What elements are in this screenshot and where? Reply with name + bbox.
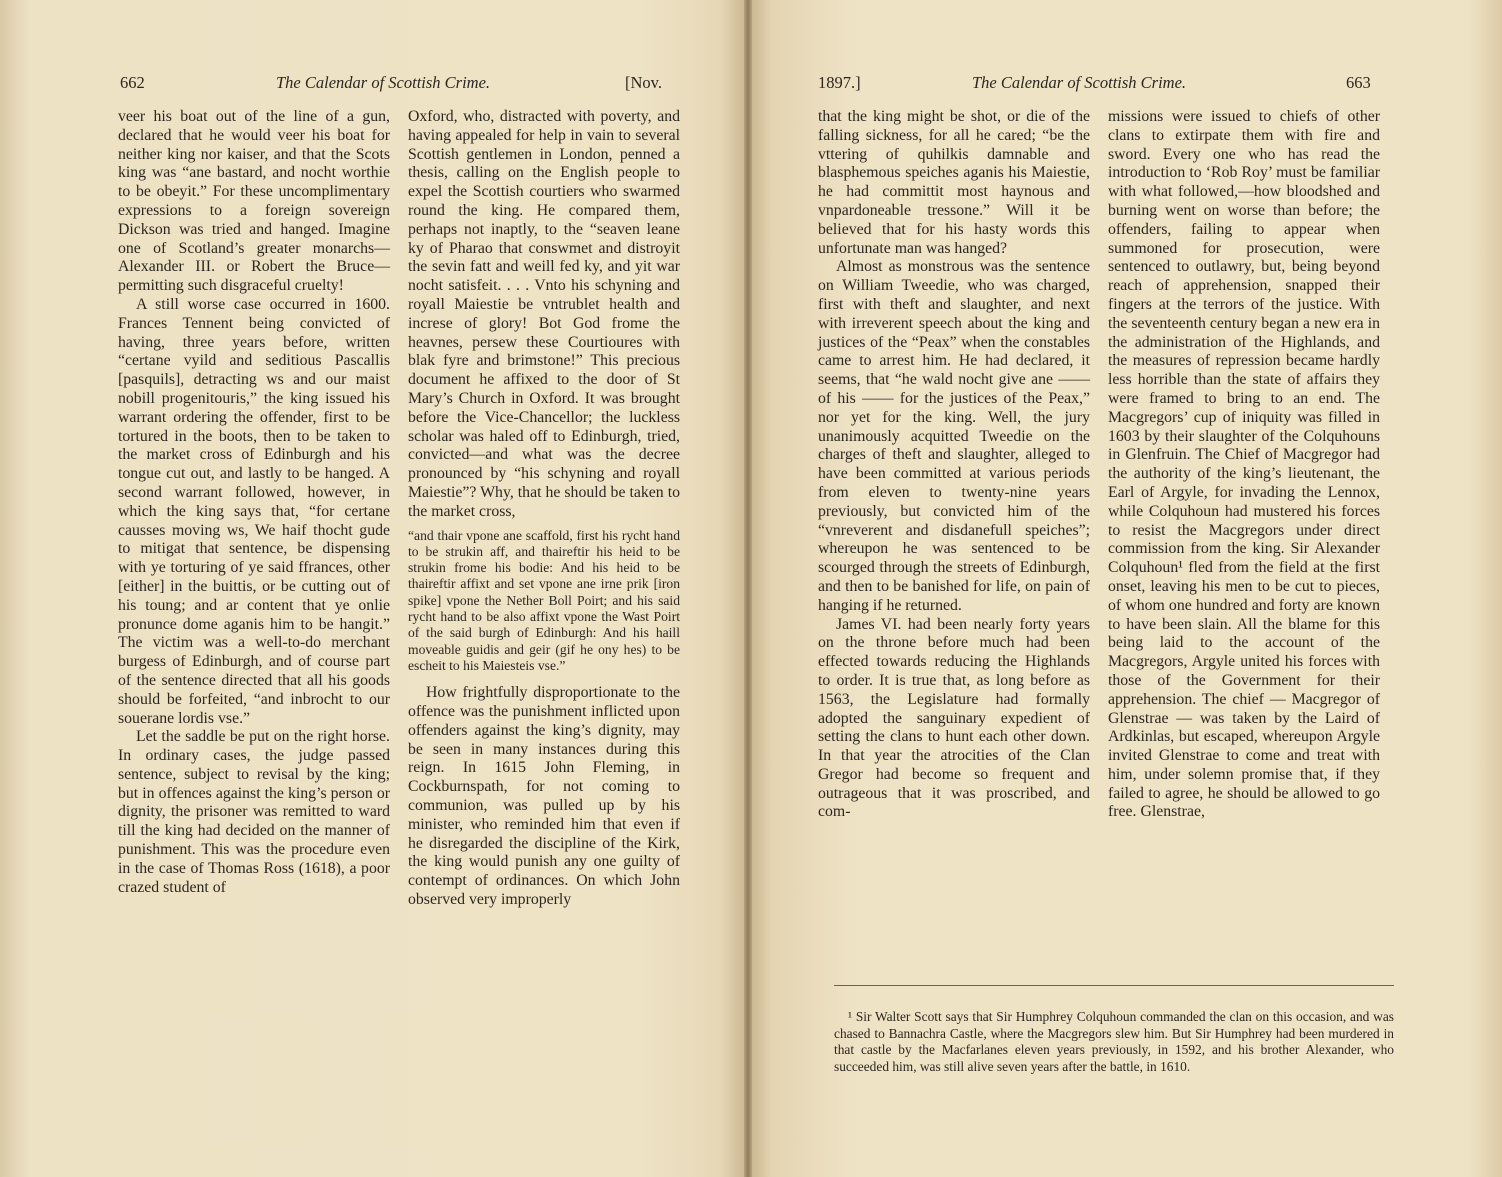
paragraph: Let the saddle be put on the right horse. In ordinary cases, the judge passed sentence, subject to revisal by the king; but in offences against the king’s person or dignity, the prisoner was remitted to ward till the king had decided on the manner of punishment. This was the procedure even in the case of Thomas Ross (1618), a poor crazed student of [118,728,390,896]
left-running-title: The Calendar of Scottish Crime. [276,73,491,92]
right-page-number: 663 [1346,73,1371,92]
paragraph: that the king might be shot, or die of the falling sickness, for all he cared; “be the vttering of quhilkis damnable and blasphemous speiches aganis his Maiestie, he had committit most haynous and vnpardoneable tressone.” Will it be believed that for his hasty words this unfortunate man was hanged? [818,108,1090,257]
right-running-title: The Calendar of Scottish Crime. [972,73,1187,92]
paragraph: veer his boat out of the line of a gun, declared that he would veer his boat for neither king nor kaiser, and that the Scots king was “ane bastard, and nocht worthie to be obeyit.” For these uncomplimentary expressions to a foreign sovereign Dickson was tried and hanged. Imagine one of Scotland’s greater monarchs—Alexander III. or Robert the Bruce—permitting such disgraceful cruelty! [118,108,390,295]
left-page-number: 662 [120,73,145,92]
footnote: ¹ Sir Walter Scott says that Sir Humphrey Colquhoun commanded the clan on this occasion, and was chased to Bannachra Castle, where the Macgregors slew him. But Sir Humphrey had been murdered in that castle by the Macfarlanes eleven years previously, in 1592, and his brother Alexander, who succeeded him, was still alive seven years after the battle, in 1610. [834,1009,1394,1074]
right-column-1 [818,108,1090,822]
paragraph: James VI. had been nearly forty years on the throne before much had been effected towards reducing the Highlands to order. It is true that, as long before as 1563, the Legislature had formally adopted the sanguinary expedient of setting the clans to hunt each other down. In that year the atrocities of the Clan Gregor had become so frequent and outrageous that it was proscribed, and com- [818,615,1090,821]
left-column-1 [118,108,390,897]
left-page [0,0,748,1177]
paragraph: How frightfully disproportionate to the offence was the punishment inflicted upon offenders against the king’s dignity, may be seen in many instances during this reign. In 1615 John Fleming, in Cockburnspath, for not coming to communion, was pulled up by his minister, who reminded him that even if he disregarded the discipline of the Kirk, the king would punish any one guilty of contempt of ordinances. On which John observed very improperly [408,684,680,908]
book-gutter [744,0,752,1177]
paragraph: A still worse case occurred in 1600. Frances Tennent being convicted of having, three years before, written “certane vyild and seditious Pascallis [pasquils], detracting ws and our maist nobill progenitouris,” the king issued his warrant ordering the offender, first to be tortured in the boots, then to be taken to the market cross of Edinburgh and his tongue cut out, and lastly to be hanged. A second warrant followed, however, in which the king says that, “for certane causses moving ws, We haif thocht gude to mitigat that sentence, be dispensing with ye torturing of ye said ffrances, other [either] in the buittis, or be cutting out of his toung; and ar content that ye onlie pronunce dome aganis him to be hangit.” The victim was a well-to-do merchant burgess of Edinburgh, and of course part of the sentence directed that all his goods should be forfeited, “and inbrocht to our souerane lordis vse.” [118,295,390,727]
paragraph: Oxford, who, distracted with poverty, and having appealed for help in vain to several Scottish gentlemen in London, penned a thesis, calling on the English people to expel the Scottish courtiers who swarmed round the king. He compared them, perhaps not inaptly, to the “seaven leane ky of Pharao that conswmet and distroyit the sevin fatt and weill fed ky, and yit war nocht satisfeit. . . . Vnto his schyning and royall Maiestie be vntrublet health and increse of glory! Bot God frome the heavnes, persew these Courtioures with blak fyre and brimstone!” This precious document he affixed to the door of St Mary’s Church in Oxford. It was brought before the Vice-Chancellor; the luckless scholar was haled off to Edinburgh, tried, convicted—and what was the decree pronounced by “his schyning and royall Maiestie”? Why, that he should be taken to the market cross, [408,108,680,520]
right-running-date: 1897.] [818,73,861,92]
footnote-rule [834,985,1394,986]
paragraph: Almost as monstrous was the sentence on William Tweedie, who was charged, first with theft and slaughter, and next with irreverent speech about the king and justices of the “Peax” when the constables came to arrest him. He had declared, it seems, that “he wald nocht give ane —— of his —— for the justices of the Peax,” nor yet for the king. Well, the jury unanimously acquitted Tweedie on the charges of theft and slaughter, alleged to have been committed at various periods from eleven to twenty-nine years previously, but convicted him of the “vnreverent and disdanefull speiches”; whereupon he was sentenced to be scourged through the streets of Edinburgh, and then to be banished for life, on pain of hanging if he returned. [818,258,1090,614]
right-column-2 [1108,108,1380,822]
paragraph: missions were issued to chiefs of other clans to extirpate them with fire and sword. Every one who has read the introduction to ‘Rob Roy’ must be familiar with what followed,—how bloodshed and burning went on worse than before; the offenders, failing to appear when summoned for prosecution, were sentenced to outlawry, but, being beyond reach of apprehension, snapped their fingers at the terrors of the justice. With the seventeenth century began a new era in the administration of the Highlands, and the measures of repression became hardly less horrible than the state of affairs they were framed to bring to an end. The Macgregors’ cup of iniquity was filled in 1603 by their slaughter of the Colquhouns in Glenfruin. The Chief of Macgregor had the authority of the king’s lieutenant, the Earl of Argyle, for invading the Lennox, while Colquhoun had mustered his forces to resist the Macgregors under direct commission from the king. Sir Alexander Colquhoun¹ fled from the field at the first onset, leaving his men to be cut to pieces, of whom one hundred and forty are known to have been slain. All the blame for this being laid to the account of the Macgregors, Argyle united his forces with those of the Government for their apprehension. The chief — Macgregor of Glenstrae — was taken by the Laird of Ardkinlas, but escaped, whereupon Argyle invited Glenstrae to come and treat with him, under solemn promise that, if they failed to agree, he should be allowed to go free. Glenstrae, [1108,108,1380,821]
left-column-2 [408,108,680,910]
right-page [748,0,1502,1177]
block-quote: “and thair vpone ane scaffold, first his rycht hand to be strukin aff, and thaireftir his heid to be strukin frome his bodie: And his heid to be thaireftir affixt and set vpone ane irne prik [iron spike] vpone the Nether Boll Poirt; and his said rycht hand to be also affixt vpone the Wast Poirt of the said burgh of Edinburgh: And his haill moveable guidis and geir (gif he ony hes) to be escheit to his Maiesteis vse.” [408,527,680,673]
left-running-date: [Nov. [625,73,662,92]
